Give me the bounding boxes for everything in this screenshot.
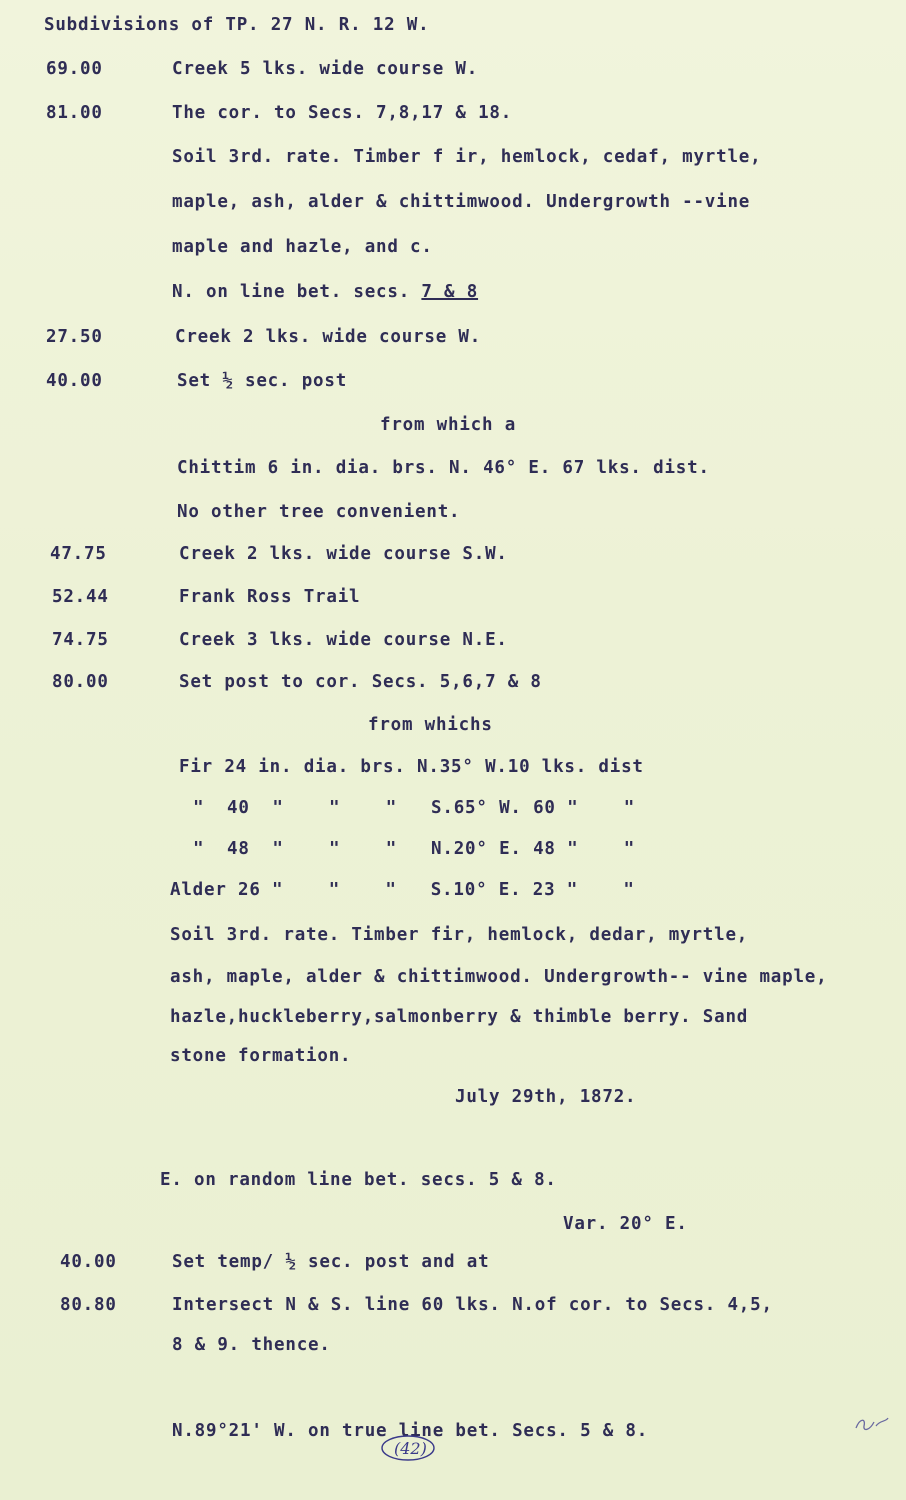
entry-distance: 40.00 (60, 1252, 117, 1272)
entry-distance: 74.75 (52, 630, 109, 650)
entry-text: Soil 3rd. rate. Timber fir, hemlock, dedar, myrtle, (170, 925, 749, 945)
entry-text: Set post to cor. Secs. 5,6,7 & 8 (179, 672, 542, 692)
entry-distance: 52.44 (52, 587, 109, 607)
entry-distance: 69.00 (46, 59, 103, 79)
entry-text: maple, ash, alder & chittimwood. Undergrowth --vine (172, 192, 751, 212)
entry-text: Var. 20° E. (563, 1214, 688, 1234)
entry-text: stone formation. (170, 1046, 352, 1066)
entry-text: Creek 5 lks. wide course W. (172, 59, 479, 79)
entry-text: The cor. to Secs. 7,8,17 & 18. (172, 103, 513, 123)
entry-text: " 40 " " " S.65° W. 60 " " (193, 798, 636, 818)
document-header: Subdivisions of TP. 27 N. R. 12 W. (44, 15, 430, 35)
entry-text: from which a (380, 415, 517, 435)
entry-text: Alder 26 " " " S.10° E. 23 " " (170, 880, 635, 900)
entry-distance: 47.75 (50, 544, 107, 564)
entry-text: Creek 3 lks. wide course N.E. (179, 630, 508, 650)
entry-distance: 80.80 (60, 1295, 117, 1315)
entry-distance: 40.00 (46, 371, 103, 391)
page-number-text: (42) (394, 1439, 427, 1458)
entry-text: Set temp/ ½ sec. post and at (172, 1252, 490, 1272)
entry-text: Intersect N & S. line 60 lks. N.of cor. to Secs. 4,5, (172, 1295, 773, 1315)
entry-text-line (172, 281, 478, 303)
entry-text: Soil 3rd. rate. Timber f ir, hemlock, cedaf, myrtle, (172, 147, 762, 167)
entry-text: No other tree convenient. (177, 502, 461, 522)
entry-text: Creek 2 lks. wide course W. (175, 327, 482, 347)
entry-text: N. on line bet. secs. (172, 282, 422, 302)
entry-text: hazle,huckleberry,salmonberry & thimble berry. Sand (170, 1007, 749, 1027)
entry-text: 8 & 9. thence. (172, 1335, 331, 1355)
entry-distance: 81.00 (46, 103, 103, 123)
entry-distance: 80.00 (52, 672, 109, 692)
entry-text: from whichs (368, 715, 493, 735)
entry-text: maple and hazle, and c. (172, 237, 433, 257)
entry-text: " 48 " " " N.20° E. 48 " " (193, 839, 636, 859)
entry-text: Set ½ sec. post (177, 371, 348, 391)
entry-text: ash, maple, alder & chittimwood. Undergrowth-- vine maple, (170, 967, 828, 987)
entry-text: N.89°21' W. on true line bet. Secs. 5 & 8. (172, 1421, 649, 1441)
entry-distance: 27.50 (46, 327, 103, 347)
page-number-scribble (378, 1430, 440, 1466)
entry-text: Chittim 6 in. dia. brs. N. 46° E. 67 lks. dist. (177, 458, 710, 478)
entry-text: Frank Ross Trail (179, 587, 361, 607)
underlined-sections: 7 & 8 (421, 282, 479, 302)
page-number (378, 1430, 440, 1466)
entry-text: Fir 24 in. dia. brs. N.35° W.10 lks. dist (179, 757, 644, 777)
entry-date: July 29th, 1872. (455, 1087, 637, 1107)
margin-pencil-mark (852, 1410, 892, 1436)
entry-text: Creek 2 lks. wide course S.W. (179, 544, 508, 564)
entry-text: E. on random line bet. secs. 5 & 8. (160, 1170, 557, 1190)
